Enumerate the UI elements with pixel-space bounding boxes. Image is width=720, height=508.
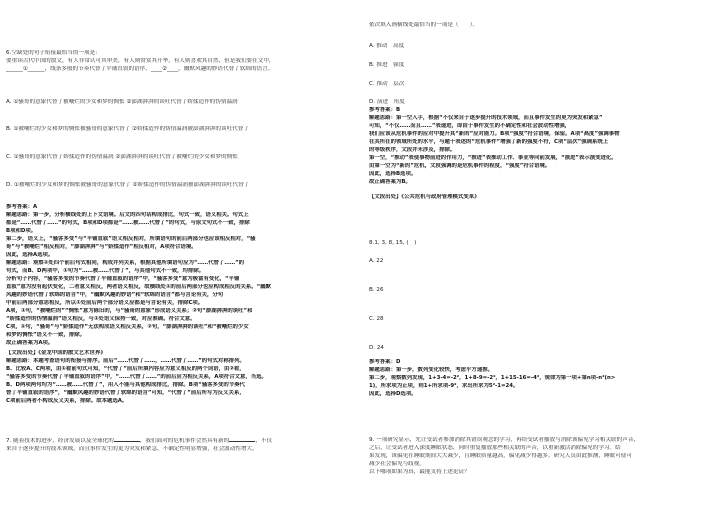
q6-analysis-line: 解题思路：观察①处四个前后句式相同，构成并列关系，根据其他所填语句应为“……代替了……”的: [6, 260, 245, 266]
q8-analysis-line: 1)，所求项为正项，则1+所求项-9²，求出所求为5²-1=24。: [369, 383, 519, 389]
q7-option-d: D. 演进 角度: [369, 99, 405, 105]
q6-option-d: D. ①被嘲烂的少女和梦的惆怅被骚哥的意象代替了 ②娇揉造作的伪情温润被澎湖湃湃的谈吐代替了: [6, 182, 250, 188]
q6-analysis-line: 和梦的惆怅”语义不一致，排除。: [6, 332, 86, 338]
q6-analysis-line: 第二步，语义上，“骚客多变”与“平铺直叙”语义相反相对，所填语句的前后两部分也应该相反相对，“骚: [6, 236, 256, 242]
q9-line: 以下哪项如果为真，最能支持上述论证？: [369, 469, 470, 475]
q8-answer: 参考答案：D: [369, 359, 401, 365]
q6-analysis2-line: 解题思路：本题考查语句的衔接与排序。前后“……代替了……，……代替了……”的句式对称排列。: [6, 358, 245, 364]
q7-analysis-line: 解题思路：第一空入手，根据“不仅来自于逐步提升的技术领域，而且事件发生的更为突发和紧急”: [369, 115, 603, 121]
q6-analysis2-line: C项前后两者不构成反义关系，排除。故本题选A。: [6, 398, 128, 404]
q7-blank-1: [114, 441, 140, 442]
q9-line: 之后，让受试者进入深度睡眠状态，同时重复播放那些相关联的声音，以重新激活消除偏见的学习。结: [369, 445, 621, 451]
q6-analysis-line: 分析句子内容，“骚客多变的节奏代替了平铺直叙的语序”中，“骚客多变”意为极富有变化，“平铺: [6, 276, 240, 282]
q7-option-a: A. 推动 高度: [369, 43, 405, 49]
q7-blank-2: [229, 441, 255, 442]
q6-analysis-line: 风趣的妙语代替了软绵的语言”中，“幽默风趣的妙语”和“软绵的语言”都与言论有关，分句: [6, 292, 224, 298]
q8-analysis-line: 因此，选择D选项。: [369, 391, 417, 397]
q8-option-a: A. 22: [369, 258, 384, 264]
q7-analysis-line: 故正确答案为B。: [369, 179, 411, 185]
q7-analysis-line: 由第一空为“新的”危机，文段强调的是危机事件的程度，“强度”符合语境。: [369, 163, 551, 169]
q6-analysis-line: “娇揉造作的伪情温润”语义相反，与①处语义保持一致，对应准确。符合文意。: [6, 316, 196, 322]
q8-analysis-line: 解题思路：第一步，数列变化较快，考虑平方递推。: [369, 367, 493, 373]
q6-analysis-line: 直叙”意为没有起伏变化，二者意义相反，两者语义相反，故横线处①的前后两部分也应构成相反的关系。“幽默: [6, 284, 272, 290]
q6-analysis2-line: “骚客多变的节奏代替了平铺直叙的语序”中，“……代替了……”的前后应为相反关系，A项符合文意，当选。: [6, 374, 267, 380]
q6-analysis-line: 因此，选择A选项。: [6, 252, 54, 258]
q8-option-b: B. 26: [369, 287, 384, 293]
q7-analysis-line: 可知，“不仅……而且……”表递进，即由于事件发生的不确定性和社会波动性增强，: [369, 123, 571, 129]
q6-analysis2-line: B、D两项两句均为“……被……代替了”，用入不能与其他构成排比，排除。B项“骚客多变的节奏代: [6, 382, 245, 388]
q7-analysis-line: 的等级秩序，文段并未涉及，排除。: [369, 147, 456, 153]
q7-stem-part-a: 7. 随着技术的进步，经济发展以及全球化的: [6, 438, 114, 444]
q8-option-c: C. 28: [369, 316, 384, 322]
q6-analysis-line: 哥”与“被嘲烂”相反相对，“澎湖湃湃”与“娇揉造作”相反相对，A项符合语境。: [6, 244, 197, 250]
q7-answer: 参考答案：B: [369, 107, 401, 113]
q7-stem-part-b: ，我们面对的危机事件会然具有新的: [139, 438, 230, 444]
q7-stem-part-c: ，不仅: [255, 438, 273, 444]
q6-analysis-line: 故正确答案为A项。: [6, 340, 54, 346]
q8-option-d: D. 24: [369, 345, 384, 351]
q6-analysis-line: C项，①句，“骚哥”与“娇揉造作”无法构成语义相反关系，②句，“澎湖湃湃的谈吐”和“被嘲烂的少女: [6, 324, 249, 330]
q6-analysis-line: A项，①句，“被嘲烂的”“惆怅”意为陈旧的，与“骚哥的意象”形成语义关系；②句“澎湖湃湃的谈吐”和: [6, 308, 253, 314]
q6-option-b: B. ①被嘲烂的少女和梦的惆怅被骚哥的意象代替了 ②娇揉造作的伪情温润被澎湖湃湃的谈吐代替了: [6, 126, 249, 132]
q6-source: 【文段出处】《金龙中国的散文艺术世界》: [6, 350, 106, 356]
q7-option-b: B. 推进 强度: [369, 62, 405, 68]
q9-line: 果发现，该偏见在睡眠期间大大减少，且睡眠质量越高，偏见减少得越多。研究人员由此推测，睡眠可使可: [369, 453, 632, 459]
q7-stem-line-2: 来自于逐步提升的技术领域，而且事件发生的更为突发和紧急，不确定性明显增强，社会波动性增大。: [6, 446, 258, 452]
q6-analysis-line: 中前后两部分意思相反，所以①处前后两个部分语义应都是与言论有关，排除C项。: [6, 300, 204, 306]
q6-answer: 参考答案：A: [6, 204, 38, 210]
q7-source: 【文段出处】《公共危机与政府管理模式变革》: [369, 194, 480, 200]
q6-analysis-line: 解题思路：第一步，分析横线处的上下文语境。后文的四句话构成排比，句式一致，语义相关。句式上: [6, 212, 249, 218]
q6-analysis2-line: 替了平铺直叙的语序”，“幽默风趣的妙语代替了软绵的语言”可知，“代替了”前后所写为反义关系，: [6, 390, 245, 396]
q8-analysis-line: 第二步，观察数列发现，1+3-4=-2²，1+8-9=-2²，1+15-16=-4²，规律为第一项+第n项-n²(n>: [369, 375, 616, 381]
q7-analysis-line: 因此，选择B选项。: [369, 171, 417, 177]
q7-analysis-line: 在其所在的领域所处的水平，与题干表述的“危机事件”增强了新的强度不符，C项“层次”强调系统上: [369, 139, 609, 145]
q9-line: 9. 一项研究显示，先让受试者参加消除其错误观念的学习，再给受试者播放与消除该偏见学习相关联的声音，: [369, 437, 640, 443]
q9-line: 减少社会偏见与歧视。: [369, 461, 425, 467]
q6-analysis-line: 句式，而B、D两项中，①句为“……被……代替了”，与其他句式不一致，均排除。: [6, 268, 205, 274]
q6-stem: 6.空缺处的句子衔接最恰当的一项是：: [6, 50, 101, 56]
q6-analysis-line: B项和D项。: [6, 228, 37, 234]
q6-option-a: A. ①骚哥的意象代替了被嘲烂的少女和梦的惆怅 ②澎湖湃湃的谈吐代替了娇揉造作的伪情温润: [6, 99, 238, 105]
q6-option-c: C. ①骚哥的意象代替了娇揉造作的伪情温润 ②澎湖湃湃的谈吐代替了被嘲烂的少女和梦的惆怅: [6, 154, 238, 160]
q7-question: 依次填入画横线处最恰当的一项是（ ）。: [369, 22, 479, 28]
q7-stem-line-1: [6, 438, 272, 445]
q7-analysis-line: 第一空，“推动”表使事物前进的作用力，“推进”表推动工作、事业等向前发展，“演进”表示演变进化。: [369, 155, 617, 161]
q7-analysis-line: 我们应该从危机事件的应对中提升其“新的”应对能力。B项“强度”符合语境，保留。A项“高度”强调事物: [369, 131, 620, 137]
q6-passage-line-1: 要重读古代中国的散文，有人非常认可其审美，有人则赞赏其升华，有人则喜欢其自然，但是我们要在文中，: [6, 58, 275, 64]
q6-analysis2-line: B、比较A、C两项，由①看前句式可知，“代替了”前后所填内容应为意义相反的两个词语，由②看，: [6, 366, 245, 372]
q6-analysis-line: 都是“……代替了……”的句式，B项和D项都是“……被……代替了”的句式，与原文句式不一致，排除: [6, 220, 250, 226]
q7-option-c: C. 推动 层次: [369, 81, 405, 87]
q6-passage-line-2: ______①______，线条多般的节奏代替了平铺直叙的语序，____②____，幽默风趣的妙语代替了软绵的语言。: [6, 66, 274, 72]
q8-stem: 8.1, 3, 8, 15, ( ): [369, 240, 417, 246]
